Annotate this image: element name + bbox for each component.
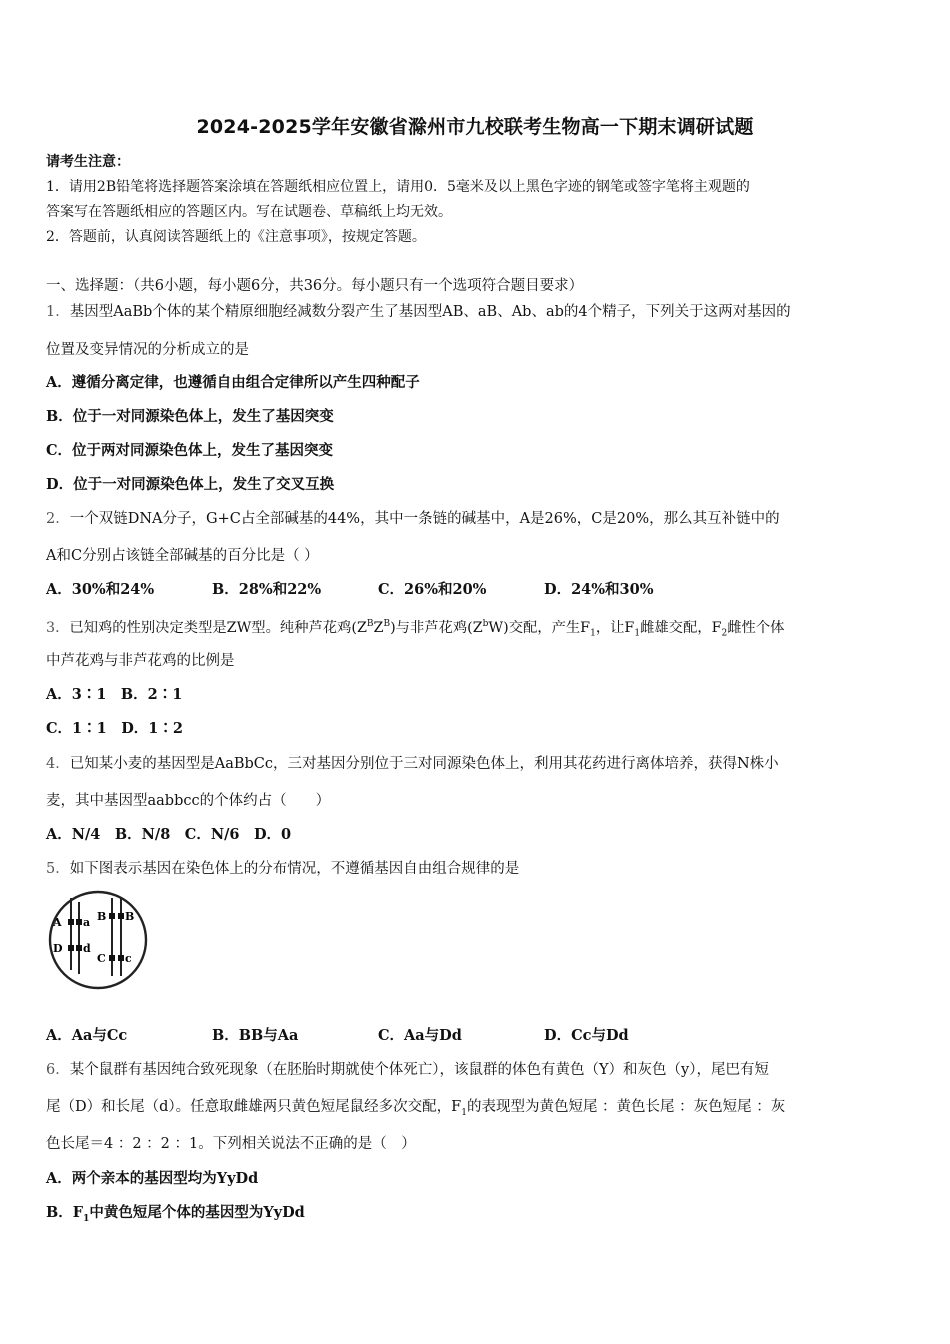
question-1-line-2: 位置及变异情况的分析成立的是 xyxy=(46,342,249,358)
question-3-options-ab: A．3∶1 B．2∶1 xyxy=(46,686,183,703)
question-4 xyxy=(46,754,779,774)
gene-marker-B2 xyxy=(118,913,124,919)
option-text: B．F xyxy=(46,1204,84,1221)
question-3-line-2: 中芦花鸡与非芦花鸡的比例是 xyxy=(46,653,235,669)
question-text: 已知鸡的性别决定类型是ZW型。纯种芦花鸡(Z xyxy=(69,619,367,636)
option-a: A．Aa与Cc xyxy=(46,1027,128,1044)
question-5 xyxy=(46,859,519,879)
gene-marker-D xyxy=(68,945,74,951)
question-6-line-3: 色长尾＝4 ：2 ：2 ：1。下列相关说法不正确的是（ ） xyxy=(46,1136,416,1152)
question-6-line-2 xyxy=(46,1097,785,1123)
question-text: 的表现型为黄色短尾 ：黄色长尾 ：灰色短尾 ：灰 xyxy=(466,1099,786,1115)
option-c: C．Aa与Dd xyxy=(378,1027,462,1044)
question-text: 基因型AaBb个体的某个精原细胞经减数分裂产生了基因型AB、aB、Ab、ab的4个精子，下列关于这两对基因的 xyxy=(69,304,791,320)
option-b xyxy=(46,1203,305,1229)
subscript: 1 xyxy=(634,628,641,639)
question-number: 2． xyxy=(46,511,70,527)
option-b: B．28%和22% xyxy=(212,581,322,598)
superscript: B xyxy=(383,619,391,629)
option-d: D．位于一对同源染色体上，发生了交叉互换 xyxy=(46,476,335,493)
gene-marker-C xyxy=(109,955,115,961)
option-d: D．Cc与Dd xyxy=(544,1027,629,1044)
question-5-options xyxy=(46,1026,629,1046)
question-text: )与非芦花鸡(Z xyxy=(390,619,483,636)
option-c: C．26%和20% xyxy=(378,581,487,598)
gene-marker-c xyxy=(118,955,124,961)
question-2-options xyxy=(46,580,654,600)
option-a: A．30%和24% xyxy=(46,581,155,598)
question-4-line-2: 麦，其中基因型aabbcc的个体约占（ ） xyxy=(46,793,331,809)
question-6 xyxy=(46,1060,769,1080)
question-number: 5． xyxy=(46,861,70,877)
subscript: 1 xyxy=(83,1213,90,1224)
gene-marker-a xyxy=(76,919,82,925)
question-text: Z xyxy=(373,619,384,636)
question-text: 如下图表示基因在染色体上的分布情况，不遵循基因自由组合规律的是 xyxy=(69,861,520,877)
question-text: 某个鼠群有基因纯合致死现象（在胚胎时期就使个体死亡），该鼠群的体色有黄色（Y）和灰色（y），尾巴有短 xyxy=(69,1062,769,1078)
gene-label-d: d xyxy=(83,942,91,955)
question-number: 6． xyxy=(46,1062,70,1078)
question-2 xyxy=(46,509,780,529)
option-text: 中黄色短尾个体的基因型为YyDd xyxy=(89,1204,305,1221)
gene-label-C: C xyxy=(97,952,106,965)
question-1 xyxy=(46,302,791,322)
gene-label-B1: B xyxy=(97,910,107,923)
question-text: 尾（D）和长尾（d）。任意取雌雄两只黄色短尾鼠经多次交配，F xyxy=(46,1099,462,1115)
gene-marker-B1 xyxy=(109,913,115,919)
question-2-line-2: A和C分别占该链全部碱基的百分比是（ ） xyxy=(46,548,319,564)
question-3-options-cd: C．1∶1 D．1∶2 xyxy=(46,720,183,737)
notice-line-3: 2．答题前，认真阅读答题纸上的《注意事项》，按规定答题。 xyxy=(46,229,426,245)
question-text: W)交配，产生F xyxy=(488,619,591,636)
page-title: 2024-2025学年安徽省滁州市九校联考生物高一下期末调研试题 xyxy=(196,116,754,138)
gene-marker-d xyxy=(76,945,82,951)
question-text: 一个双链DNA分子，G+C占全部碱基的44%，其中一条链的碱基中，A是26%，C是20%，那么其互补链中的 xyxy=(69,511,780,527)
gene-marker-A xyxy=(68,919,74,925)
question-text: ，让F xyxy=(595,619,635,636)
notice-heading: 请考生注意： xyxy=(46,154,130,170)
section-heading: 一、选择题：（共6小题，每小题6分，共36分。每小题只有一个选项符合题目要求） xyxy=(46,278,584,294)
question-3 xyxy=(46,614,784,644)
question-number: 3． xyxy=(46,619,70,636)
option-a: A．两个亲本的基因型均为YyDd xyxy=(46,1170,259,1187)
option-b: B．位于一对同源染色体上，发生了基因突变 xyxy=(46,408,334,425)
chromosome-diagram xyxy=(44,888,152,992)
gene-label-A: A xyxy=(53,916,62,929)
question-4-options: A．N/4 B．N/8 C．N/6 D．0 xyxy=(46,826,292,843)
gene-label-c: c xyxy=(125,952,132,965)
question-text: 雌雄交配，F xyxy=(640,619,722,636)
option-a: A．遵循分离定律，也遵循自由组合定律所以产生四种配子 xyxy=(46,374,420,391)
notice-line-2: 答案写在答题纸相应的答题区内。写在试题卷、草稿纸上均无效。 xyxy=(46,204,452,220)
subscript: 1 xyxy=(590,628,596,639)
option-c: C．位于两对同源染色体上，发生了基因突变 xyxy=(46,442,334,459)
gene-label-a: a xyxy=(83,916,91,929)
question-text: 雌性个体 xyxy=(727,619,785,636)
option-b: B．BB与Aa xyxy=(212,1027,299,1044)
question-number: 1． xyxy=(46,304,70,320)
superscript: b xyxy=(482,619,489,629)
question-number: 4． xyxy=(46,756,70,772)
superscript: B xyxy=(366,619,374,629)
option-d: D．24%和30% xyxy=(544,581,654,598)
notice-line-1: 1．请用2B铅笔将选择题答案涂填在答题纸相应位置上，请用0．5毫米及以上黑色字迹的钢笔或签字笔将主观题的 xyxy=(46,179,750,195)
gene-label-B2: B xyxy=(125,910,135,923)
subscript: 2 xyxy=(721,628,728,639)
question-text: 已知某小麦的基因型是AaBbCc，三对基因分别位于三对同源染色体上，利用其花药进行离体培养，获得N株小 xyxy=(69,756,779,772)
gene-label-D: D xyxy=(53,942,63,955)
subscript: 1 xyxy=(461,1107,467,1118)
cell-outline xyxy=(50,892,146,988)
